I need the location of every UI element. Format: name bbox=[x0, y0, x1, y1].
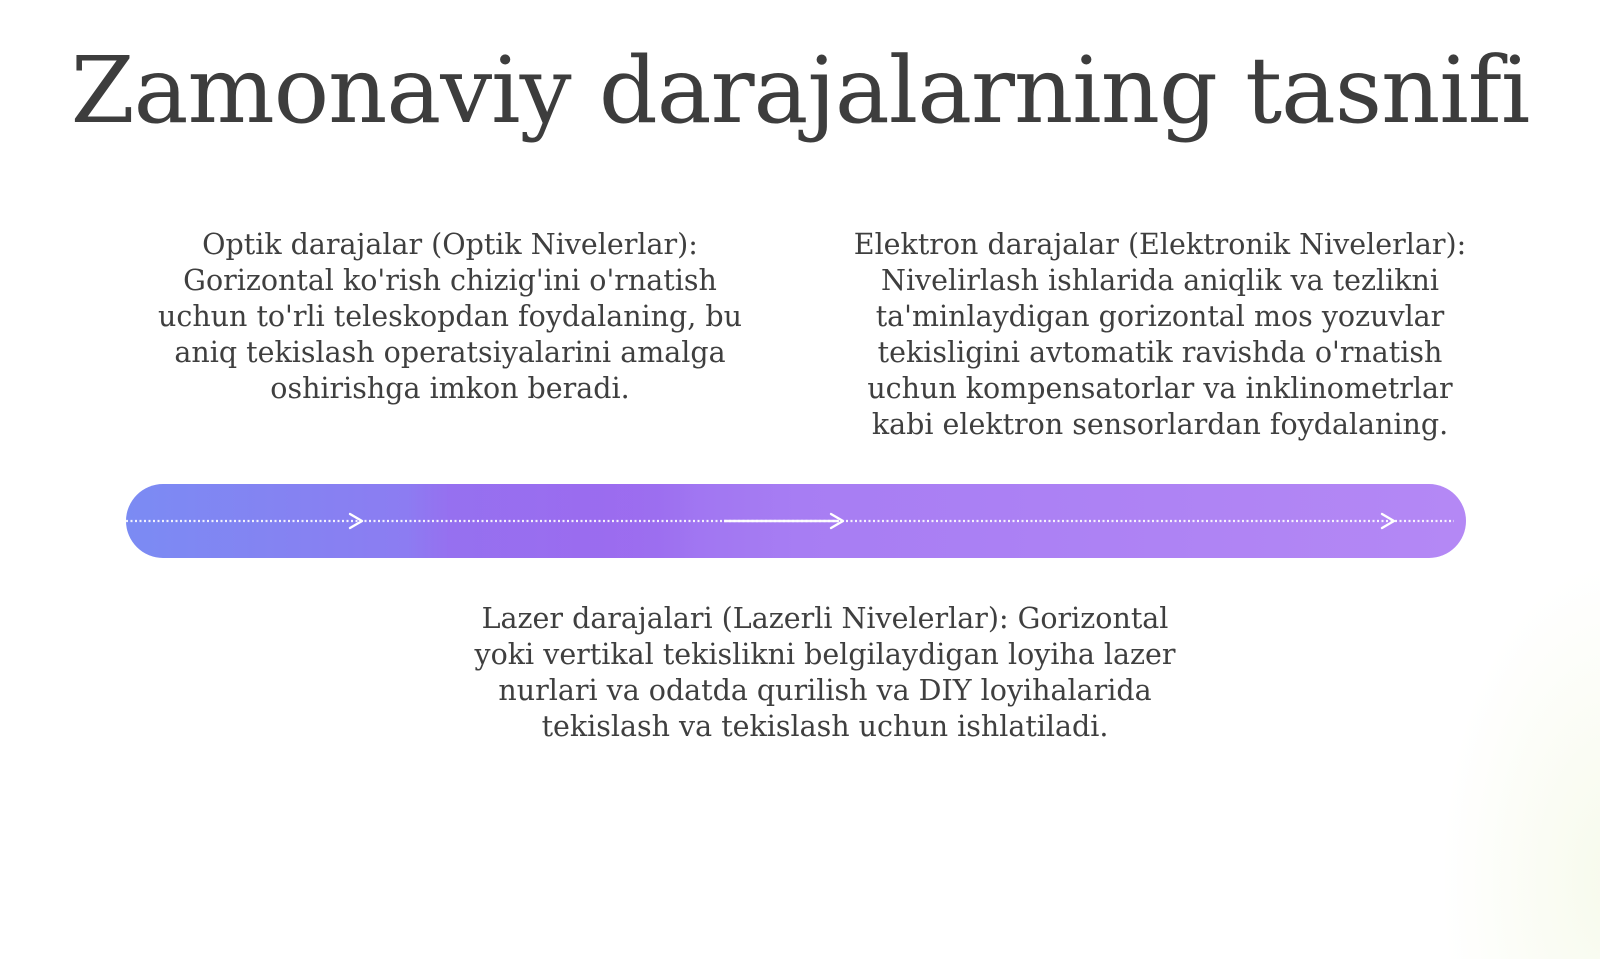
slide-title: Zamonaviy darajalarning tasnifi bbox=[70, 37, 1530, 144]
lazer-description: Lazer darajalari (Lazerli Nivelerlar): Gorizontal yoki vertikal tekislikni belgilaydigan loyiha lazer nurlari va odatda qurilish va DIY loyihalarida tekislash va tekislash uchun ishlatiladi. bbox=[474, 602, 1176, 743]
corner-decoration bbox=[1440, 559, 1600, 959]
elektron-description: Elektron darajalar (Elektronik Nivelerlar): Nivelirlash ishlarida aniqlik va tezlikni ta'minlaydigan gorizontal mos yozuvlar tekisligini avtomatik ravishda o'rnatish uchun kompensatorlar va inklinometrlar kabi elektron sensorlardan foydalaning. bbox=[853, 228, 1467, 441]
timeline-bar bbox=[126, 484, 1466, 558]
timeline-arrows bbox=[126, 484, 1466, 558]
arrow-head-3-icon bbox=[1382, 514, 1394, 528]
optik-description: Optik darajalar (Optik Nivelerlar): Gorizontal ko'rish chizig'ini o'rnatish uchun to'rli teleskopdan foydalaning, bu aniq tekislash operatsiyalarini amalga oshirishga imkon beradi. bbox=[158, 228, 742, 405]
